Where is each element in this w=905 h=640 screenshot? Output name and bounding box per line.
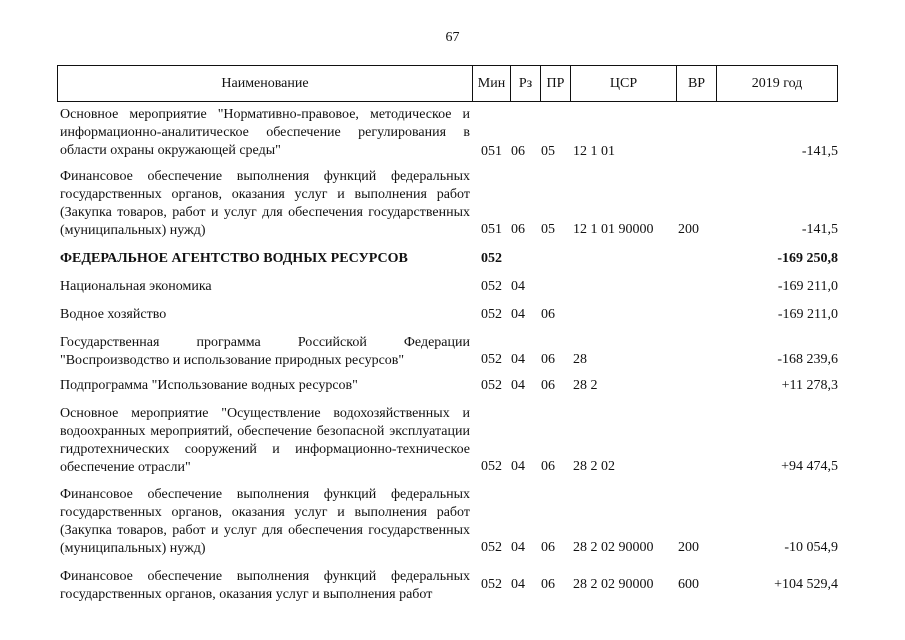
row-min: 052 <box>481 577 502 592</box>
table-row <box>57 377 838 405</box>
table-body <box>57 106 838 608</box>
table-row <box>57 278 838 306</box>
header-name: Наименование <box>221 76 309 91</box>
row-min: 052 <box>481 251 502 266</box>
row-min: 051 <box>481 144 502 159</box>
row-min: 052 <box>481 540 502 555</box>
row-pr: 06 <box>541 307 555 322</box>
header-vr: ВР <box>676 66 716 101</box>
header-rz: Рз <box>510 66 540 101</box>
row-sum: -141,5 <box>801 222 838 237</box>
row-sum: -141,5 <box>801 144 838 159</box>
row-sum: -169 250,8 <box>777 251 838 266</box>
row-pr: 06 <box>541 540 555 555</box>
row-rz: 04 <box>511 378 525 393</box>
row-name: ФЕДЕРАЛЬНОЕ АГЕНТСТВО ВОДНЫХ РЕСУРСОВ <box>60 251 408 266</box>
row-sum: -168 239,6 <box>777 352 838 367</box>
table-row <box>57 568 838 608</box>
row-pr: 06 <box>541 378 555 393</box>
row-pr: 06 <box>541 352 555 367</box>
row-csr: 28 2 02 90000 <box>573 577 654 592</box>
row-name: Национальная экономика <box>60 279 212 294</box>
row-min: 052 <box>481 459 502 474</box>
row-csr: 28 2 <box>573 378 598 393</box>
row-sum: +11 278,3 <box>781 378 838 393</box>
row-pr: 06 <box>541 577 555 592</box>
row-vr: 200 <box>678 540 699 555</box>
row-min: 052 <box>481 307 502 322</box>
row-sum: -169 211,0 <box>777 307 838 322</box>
row-sum: -169 211,0 <box>777 279 838 294</box>
row-rz: 04 <box>511 459 525 474</box>
table-row <box>57 306 838 334</box>
row-rz: 06 <box>511 222 525 237</box>
header-pr: ПР <box>540 66 570 101</box>
row-name: Основное мероприятие "Осуществление водохозяйственных и водоохранных мероприятий, обеспечение безопасной эксплуатации гидротехнических сооружений и информационно-техническое обеспечение отрасли" <box>60 406 470 475</box>
table-row <box>57 168 838 250</box>
row-min: 052 <box>481 352 502 367</box>
page-number: 67 <box>445 30 460 45</box>
row-csr: 28 2 02 <box>573 459 615 474</box>
row-csr: 12 1 01 90000 <box>573 222 654 237</box>
header-year: 2019 год <box>716 66 837 101</box>
table-row <box>57 250 838 278</box>
row-rz: 04 <box>511 279 525 294</box>
table-row <box>57 486 838 568</box>
row-csr: 28 <box>573 352 587 367</box>
row-rz: 04 <box>511 307 525 322</box>
row-min: 052 <box>481 378 502 393</box>
row-sum: +94 474,5 <box>781 459 838 474</box>
table-row <box>57 106 838 168</box>
row-name: Государственная программа Российской Федерации "Воспроизводство и использование природных ресурсов" <box>60 335 470 368</box>
table-header <box>57 65 838 102</box>
row-name: Основное мероприятие "Нормативно-правовое, методическое и информационно-аналитическое обеспечение регулирования в области охраны окружающей среды" <box>60 107 470 158</box>
row-min: 051 <box>481 222 502 237</box>
row-csr: 12 1 01 <box>573 144 615 159</box>
row-pr: 06 <box>541 459 555 474</box>
header-csr: ЦСР <box>570 66 676 101</box>
row-pr: 05 <box>541 222 555 237</box>
row-min: 052 <box>481 279 502 294</box>
row-rz: 04 <box>511 577 525 592</box>
table-row <box>57 334 838 377</box>
header-min: Мин <box>472 66 510 101</box>
row-pr: 05 <box>541 144 555 159</box>
row-name: Финансовое обеспечение выполнения функций федеральных государственных органов, оказания услуг и выполнения работ <box>60 569 470 602</box>
row-name: Водное хозяйство <box>60 307 167 322</box>
row-rz: 04 <box>511 540 525 555</box>
row-name: Финансовое обеспечение выполнения функций федеральных государственных органов, оказания услуг и выполнения работ (Закупка товаров, работ и услуг для обеспечения государственных (муниципальных) нужд) <box>60 487 470 556</box>
row-sum: +104 529,4 <box>774 577 838 592</box>
table-row <box>57 405 838 486</box>
row-vr: 600 <box>678 577 699 592</box>
row-name: Финансовое обеспечение выполнения функций федеральных государственных органов, оказания услуг и выполнения работ (Закупка товаров, работ и услуг для обеспечения государственных (муниципальных) нужд) <box>60 169 470 238</box>
row-vr: 200 <box>678 222 699 237</box>
row-name: Подпрограмма "Использование водных ресурсов" <box>60 378 358 393</box>
row-rz: 04 <box>511 352 525 367</box>
row-csr: 28 2 02 90000 <box>573 540 654 555</box>
row-rz: 06 <box>511 144 525 159</box>
row-sum: -10 054,9 <box>784 540 838 555</box>
